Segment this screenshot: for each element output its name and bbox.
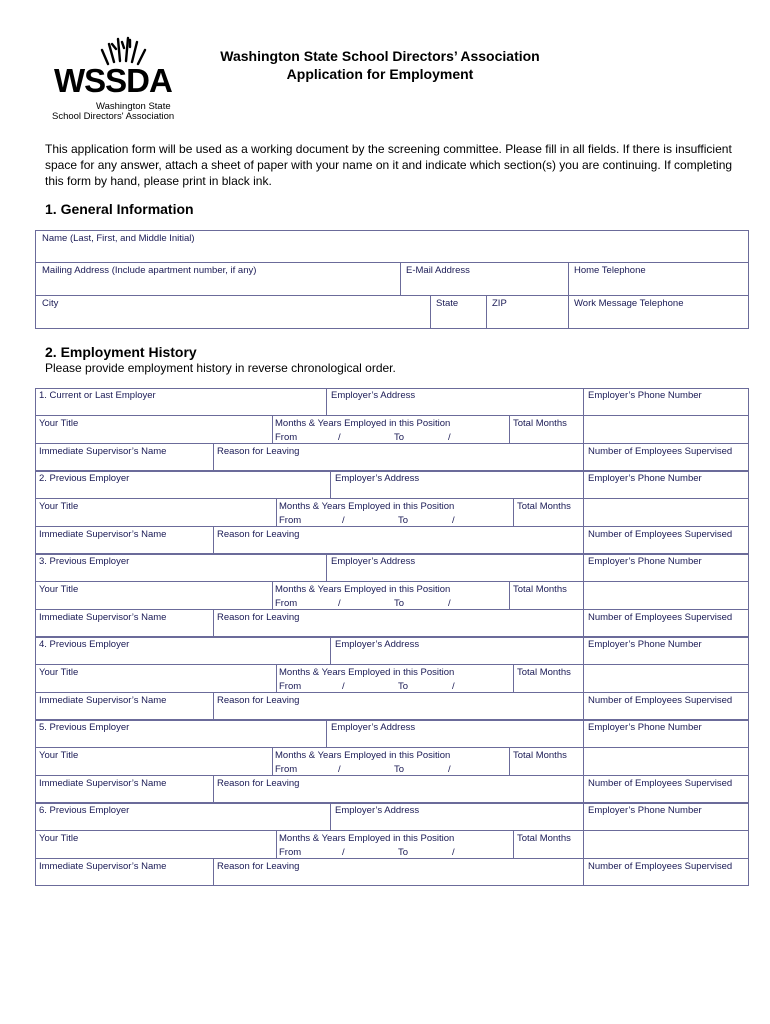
your-title-field[interactable]: Your Title (39, 584, 79, 595)
divider (213, 609, 214, 637)
divider (276, 664, 277, 692)
employees-supervised-field[interactable]: Number of Employees Supervised (588, 695, 733, 706)
divider (35, 775, 749, 776)
divider (276, 830, 277, 858)
to-date-field[interactable]: To (394, 598, 405, 609)
to-slash: / (452, 681, 455, 692)
supervisor-name-field[interactable]: Immediate Supervisor’s Name (39, 612, 167, 623)
employer-name-field[interactable]: 1. Current or Last Employer (39, 390, 156, 401)
employer-address-field[interactable]: Employer’s Address (331, 722, 416, 733)
employer-address-field[interactable]: Employer’s Address (335, 473, 420, 484)
divider (35, 262, 749, 263)
reason-for-leaving-field[interactable]: Reason for Leaving (217, 446, 300, 457)
intro-paragraph: This application form will be used as a working document by the screening committee. Please fill in all fields. If there is insufficient space for any answer, attach a sheet of paper with your name on it and indicate which section(s) you are continuing. If completing this form by hand, please print in black ink. (45, 142, 733, 188)
from-slash: / (342, 681, 345, 692)
form-title: Washington State School Directors’ Association (220, 48, 540, 64)
divider (330, 803, 331, 830)
divider (35, 747, 749, 748)
divider (509, 581, 510, 609)
divider (583, 637, 584, 720)
section-employment-title: 2. Employment History (45, 344, 197, 360)
divider (213, 526, 214, 554)
form-subtitle: Application for Employment (286, 66, 474, 82)
to-date-field[interactable]: To (398, 847, 409, 858)
from-date-field[interactable]: From (279, 515, 302, 526)
divider (35, 830, 749, 831)
reason-for-leaving-field[interactable]: Reason for Leaving (217, 861, 300, 872)
employer-name-field[interactable]: 4. Previous Employer (39, 639, 130, 650)
employer-name-field[interactable]: 2. Previous Employer (39, 473, 130, 484)
divider (326, 388, 327, 415)
total-months-field[interactable]: Total Months (517, 667, 571, 678)
divider (486, 295, 487, 329)
your-title-field[interactable]: Your Title (39, 418, 79, 429)
employer-phone-field[interactable]: Employer’s Phone Number (588, 556, 702, 567)
from-date-field[interactable]: From (275, 764, 298, 775)
from-date-field[interactable]: From (279, 681, 302, 692)
your-title-field[interactable]: Your Title (39, 833, 79, 844)
divider (326, 554, 327, 581)
divider (35, 443, 749, 444)
total-months-field[interactable]: Total Months (517, 833, 571, 844)
employer-name-field[interactable]: 5. Previous Employer (39, 722, 130, 733)
supervisor-name-field[interactable]: Immediate Supervisor’s Name (39, 529, 167, 540)
employer-address-field[interactable]: Employer’s Address (331, 390, 416, 401)
divider (430, 295, 431, 329)
divider (213, 443, 214, 471)
months-years-label: Months & Years Employed in this Position (279, 501, 455, 512)
divider (583, 388, 584, 471)
to-date-field[interactable]: To (398, 681, 409, 692)
employer-phone-field[interactable]: Employer’s Phone Number (588, 722, 702, 733)
employer-phone-field[interactable]: Employer’s Phone Number (588, 639, 702, 650)
to-slash: / (452, 515, 455, 526)
employer-phone-field[interactable]: Employer’s Phone Number (588, 473, 702, 484)
from-slash: / (338, 598, 341, 609)
divider (35, 581, 749, 582)
divider (330, 471, 331, 498)
months-years-label: Months & Years Employed in this Position (275, 584, 451, 595)
your-title-field[interactable]: Your Title (39, 501, 79, 512)
employees-supervised-field[interactable]: Number of Employees Supervised (588, 861, 733, 872)
employer-address-field[interactable]: Employer’s Address (335, 805, 420, 816)
divider (583, 720, 584, 803)
employer-address-field[interactable]: Employer’s Address (335, 639, 420, 650)
name-field[interactable]: Name (Last, First, and Middle Initial) (42, 233, 195, 244)
state-field[interactable]: State (436, 298, 459, 309)
divider (35, 415, 749, 416)
divider (326, 720, 327, 747)
your-title-field[interactable]: Your Title (39, 750, 79, 761)
divider (272, 747, 273, 775)
divider (513, 664, 514, 692)
employer-address-field[interactable]: Employer’s Address (331, 556, 416, 567)
your-title-field[interactable]: Your Title (39, 667, 79, 678)
divider (213, 775, 214, 803)
reason-for-leaving-field[interactable]: Reason for Leaving (217, 529, 300, 540)
from-slash: / (338, 764, 341, 775)
employer-phone-field[interactable]: Employer’s Phone Number (588, 805, 702, 816)
employees-supervised-field[interactable]: Number of Employees Supervised (588, 529, 733, 540)
from-slash: / (342, 847, 345, 858)
divider (213, 858, 214, 886)
supervisor-name-field[interactable]: Immediate Supervisor’s Name (39, 446, 167, 457)
divider (35, 526, 749, 527)
logo-wordmark: WSSDA (54, 62, 172, 99)
city-field[interactable]: City (42, 298, 59, 309)
divider (276, 498, 277, 526)
work-telephone-field[interactable]: Work Message Telephone (574, 298, 684, 309)
total-months-field[interactable]: Total Months (513, 584, 567, 595)
employees-supervised-field[interactable]: Number of Employees Supervised (588, 446, 733, 457)
supervisor-name-field[interactable]: Immediate Supervisor’s Name (39, 695, 167, 706)
divider (509, 415, 510, 443)
months-years-label: Months & Years Employed in this Position (275, 750, 451, 761)
logo-line-2: School Directors' Association (52, 111, 175, 122)
employer-name-field[interactable]: 6. Previous Employer (39, 805, 130, 816)
divider (272, 415, 273, 443)
zip-field[interactable]: ZIP (492, 298, 507, 309)
employer-phone-field[interactable]: Employer’s Phone Number (588, 390, 702, 401)
supervisor-name-field[interactable]: Immediate Supervisor’s Name (39, 778, 167, 789)
employer-name-field[interactable]: 3. Previous Employer (39, 556, 130, 567)
divider (35, 295, 749, 296)
divider (568, 262, 569, 329)
divider (513, 830, 514, 858)
from-date-field[interactable]: From (279, 847, 302, 858)
employees-supervised-field[interactable]: Number of Employees Supervised (588, 612, 733, 623)
to-slash: / (452, 847, 455, 858)
from-slash: / (342, 515, 345, 526)
total-months-field[interactable]: Total Months (517, 501, 571, 512)
divider (509, 747, 510, 775)
months-years-label: Months & Years Employed in this Position (275, 418, 451, 429)
section-general-title: 1. General Information (45, 201, 194, 217)
employees-supervised-field[interactable]: Number of Employees Supervised (588, 778, 733, 789)
divider (400, 262, 401, 295)
months-years-label: Months & Years Employed in this Position (279, 833, 455, 844)
to-slash: / (448, 432, 451, 443)
total-months-field[interactable]: Total Months (513, 418, 567, 429)
divider (35, 692, 749, 693)
divider (35, 664, 749, 665)
to-date-field[interactable]: To (398, 515, 409, 526)
to-date-field[interactable]: To (394, 432, 405, 443)
section-employment-subtitle: Please provide employment history in reverse chronological order. (45, 361, 396, 375)
from-date-field[interactable]: From (275, 432, 298, 443)
months-years-label: Months & Years Employed in this Position (279, 667, 455, 678)
supervisor-name-field[interactable]: Immediate Supervisor’s Name (39, 861, 167, 872)
reason-for-leaving-field[interactable]: Reason for Leaving (217, 778, 300, 789)
reason-for-leaving-field[interactable]: Reason for Leaving (217, 612, 300, 623)
divider (35, 498, 749, 499)
wssda-logo (50, 36, 178, 126)
divider (272, 581, 273, 609)
divider (583, 471, 584, 554)
divider (583, 803, 584, 886)
from-date-field[interactable]: From (275, 598, 298, 609)
mailing-address-field[interactable]: Mailing Address (Include apartment number, if any) (42, 265, 257, 276)
to-date-field[interactable]: To (394, 764, 405, 775)
home-telephone-field[interactable]: Home Telephone (574, 265, 646, 276)
divider (35, 858, 749, 859)
divider (35, 609, 749, 610)
divider (330, 637, 331, 664)
divider (213, 692, 214, 720)
to-slash: / (448, 598, 451, 609)
email-field[interactable]: E-Mail Address (406, 265, 470, 276)
from-slash: / (338, 432, 341, 443)
logo-line-1: Washington State (96, 101, 171, 112)
to-slash: / (448, 764, 451, 775)
divider (583, 554, 584, 637)
reason-for-leaving-field[interactable]: Reason for Leaving (217, 695, 300, 706)
total-months-field[interactable]: Total Months (513, 750, 567, 761)
divider (513, 498, 514, 526)
